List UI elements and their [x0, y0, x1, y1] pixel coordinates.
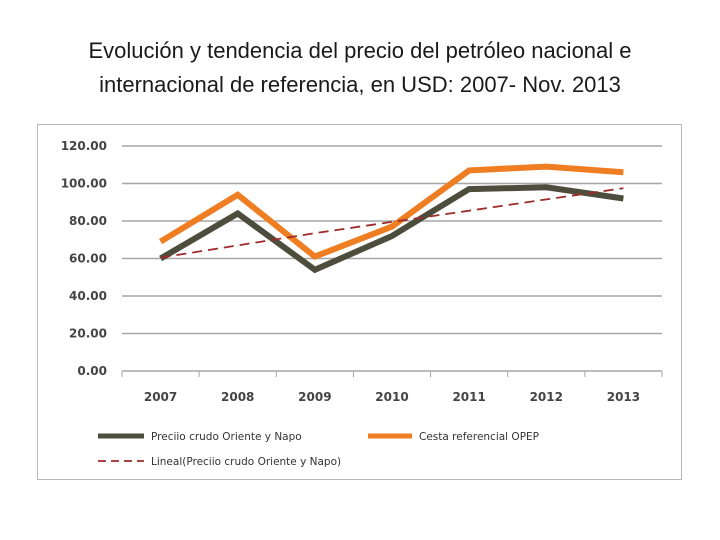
- slide-title-line-2: internacional de referencia, en USD: 2007- Nov. 2013: [99, 72, 621, 97]
- y-tick-label-4: 80.00: [69, 214, 107, 228]
- x-tick-label-3: 2010: [375, 390, 409, 404]
- x-tick-label-5: 2012: [529, 390, 563, 404]
- y-tick-label-3: 60.00: [69, 251, 107, 266]
- x-tick-label-2: 2009: [298, 390, 332, 404]
- y-tick-label-1: 20.00: [69, 326, 107, 341]
- y-tick-label-2: 40.00: [69, 289, 107, 303]
- slide-title-line-1: Evolución y tendencia del precio del petróleo nacional e: [88, 38, 632, 63]
- x-tick-label-4: 2011: [452, 390, 486, 404]
- legend-label-0: Preciio crudo Oriente y Napo: [151, 431, 302, 443]
- x-tick-label-0: 2007: [143, 390, 178, 404]
- x-tick-label-1: 2008: [221, 390, 255, 404]
- y-tick-label-6: 120.00: [60, 139, 107, 153]
- legend-label-1: Cesta referencial OPEP: [419, 431, 539, 443]
- x-tick-label-6: 2013: [606, 390, 641, 404]
- y-tick-label-0: 0.00: [77, 364, 107, 378]
- y-tick-label-5: 100.00: [60, 176, 107, 191]
- legend-label-2: Lineal(Preciio crudo Oriente y Napo): [151, 456, 342, 468]
- series-line-1: [161, 167, 624, 257]
